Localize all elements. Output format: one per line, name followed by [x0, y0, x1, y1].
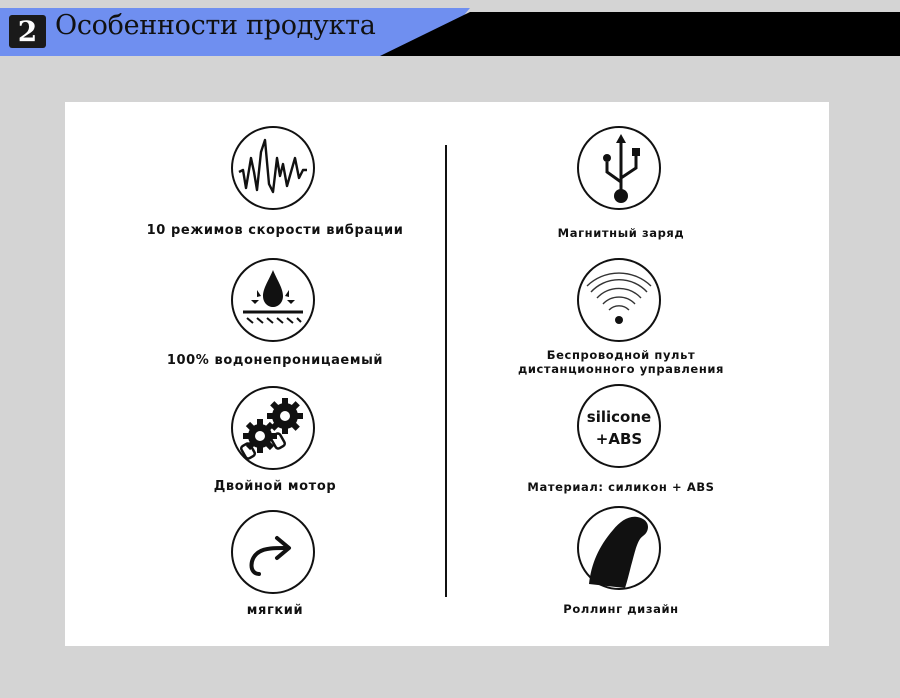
bend-arrow-icon	[231, 510, 315, 594]
feature-label: мягкий	[246, 603, 304, 618]
feature-label: Двойной мотор	[213, 479, 337, 494]
curved-shape-icon	[577, 506, 661, 590]
feature-wireless-remote	[451, 258, 791, 378]
feature-label-line1: Беспроводной пульт	[546, 348, 696, 362]
wireless-signal-icon	[577, 258, 661, 342]
icon-text-silicone: silicone	[586, 408, 652, 426]
vibration-wave-icon	[231, 126, 315, 210]
feature-magnetic-charge	[451, 126, 791, 246]
icon-text-abs: +ABS	[595, 430, 643, 448]
feature-label: Магнитный заряд	[557, 226, 685, 240]
feature-label: 100% водонепроницаемый	[166, 353, 384, 368]
features-panel	[65, 102, 829, 646]
feature-soft	[105, 510, 445, 630]
feature-vibration-modes	[105, 126, 445, 246]
feature-label: Роллинг дизайн	[563, 602, 679, 616]
page-title: Особенности продукта	[55, 10, 376, 41]
feature-label-line2: дистанционного управления	[517, 362, 725, 376]
center-divider	[445, 145, 447, 597]
dual-gear-motor-icon	[231, 386, 315, 470]
feature-label: 10 режимов скорости вибрации	[146, 223, 404, 238]
feature-dual-motor	[105, 386, 445, 506]
feature-material	[451, 384, 791, 504]
section-header	[0, 0, 900, 56]
water-drop-icon	[231, 258, 315, 342]
feature-waterproof	[105, 258, 445, 378]
usb-icon	[577, 126, 661, 210]
feature-label: Материал: силикон + ABS	[527, 480, 715, 494]
silicone-abs-icon	[577, 384, 661, 468]
section-number-badge: 2	[9, 15, 46, 48]
feature-rolling-design	[451, 506, 791, 626]
